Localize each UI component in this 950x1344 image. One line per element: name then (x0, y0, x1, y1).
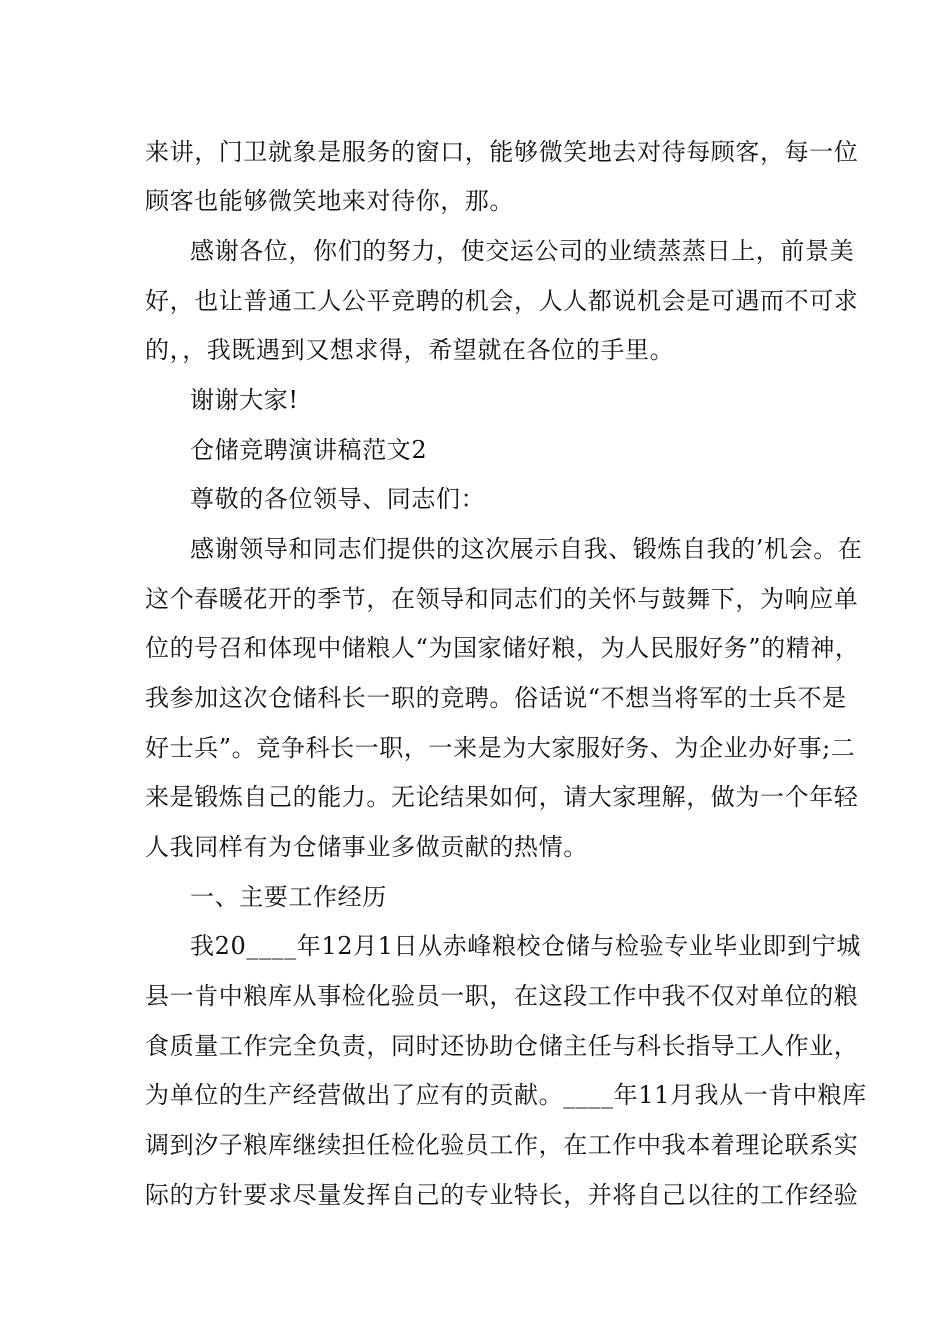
paragraph-line: 调到汐子粮库继续担任检化验员工作，在工作中我本着理论联系实 (145, 1131, 859, 1159)
paragraph-line: 这个春暖花开的季节，在领导和同志们的关怀与鼓舞下，为响应单 (145, 585, 859, 613)
section-heading: 一、主要工作经历 (190, 883, 387, 911)
paragraph-line: 县一肯中粮库从事检化验员一职，在这段工作中我不仅对单位的粮 (145, 982, 859, 1010)
paragraph-line: 人我同样有为仓储事业多做贡献的热情。 (145, 833, 588, 861)
paragraph-line: 为单位的生产经营做出了应有的贡献。____年11月我从一肯中粮库 (145, 1081, 867, 1109)
paragraph-line: 的，，我既遇到又想求得，希望就在各位的手里。 (145, 336, 675, 364)
closing-line: 谢谢大家! (190, 386, 299, 414)
paragraph-line: 好士兵”。竞争科长一职，一来是为大家服好务、为企业办好事;二 (145, 734, 856, 762)
paragraph-line: 我参加这次仓储科长一职的竞聘。俗话说“不想当将军的士兵不是 (145, 684, 847, 712)
paragraph-line: 位的号召和体现中储粮人“为国家储好粮，为人民服好务”的精神， (145, 634, 860, 662)
paragraph-line: 顾客也能够微笑地来对待你，那。 (145, 187, 514, 215)
paragraph-line: 我20____年12月1日从赤峰粮校仓储与检验专业毕业即到宁城 (190, 932, 861, 960)
paragraph-line: 来讲，门卫就象是服务的窗口，能够微笑地去对待每顾客，每一位 (145, 138, 859, 166)
section-title: 仓储竞聘演讲稿范文2 (190, 436, 428, 464)
salutation-line: 尊敬的各位领导、同志们： (190, 485, 486, 513)
paragraph-line: 食质量工作完全负责，同时还协助仓储主任与科长指导工人作业， (145, 1032, 859, 1060)
paragraph-line: 感谢各位，你们的努力，使交运公司的业绩蒸蒸日上，前景美 (190, 237, 855, 265)
paragraph-line: 来是锻炼自己的能力。无论结果如何，请大家理解，做为一个年轻 (145, 783, 859, 811)
paragraph-line: 际的方针要求尽量发挥自己的专业特长，并将自己以往的工作经验 (145, 1181, 859, 1209)
paragraph-line: 好，也让普通工人公平竞聘的机会，人人都说机会是可遇而不可求 (145, 287, 859, 315)
paragraph-line: 感谢领导和同志们提供的这次展示自我、锻炼自我的’机会。在 (190, 535, 863, 563)
